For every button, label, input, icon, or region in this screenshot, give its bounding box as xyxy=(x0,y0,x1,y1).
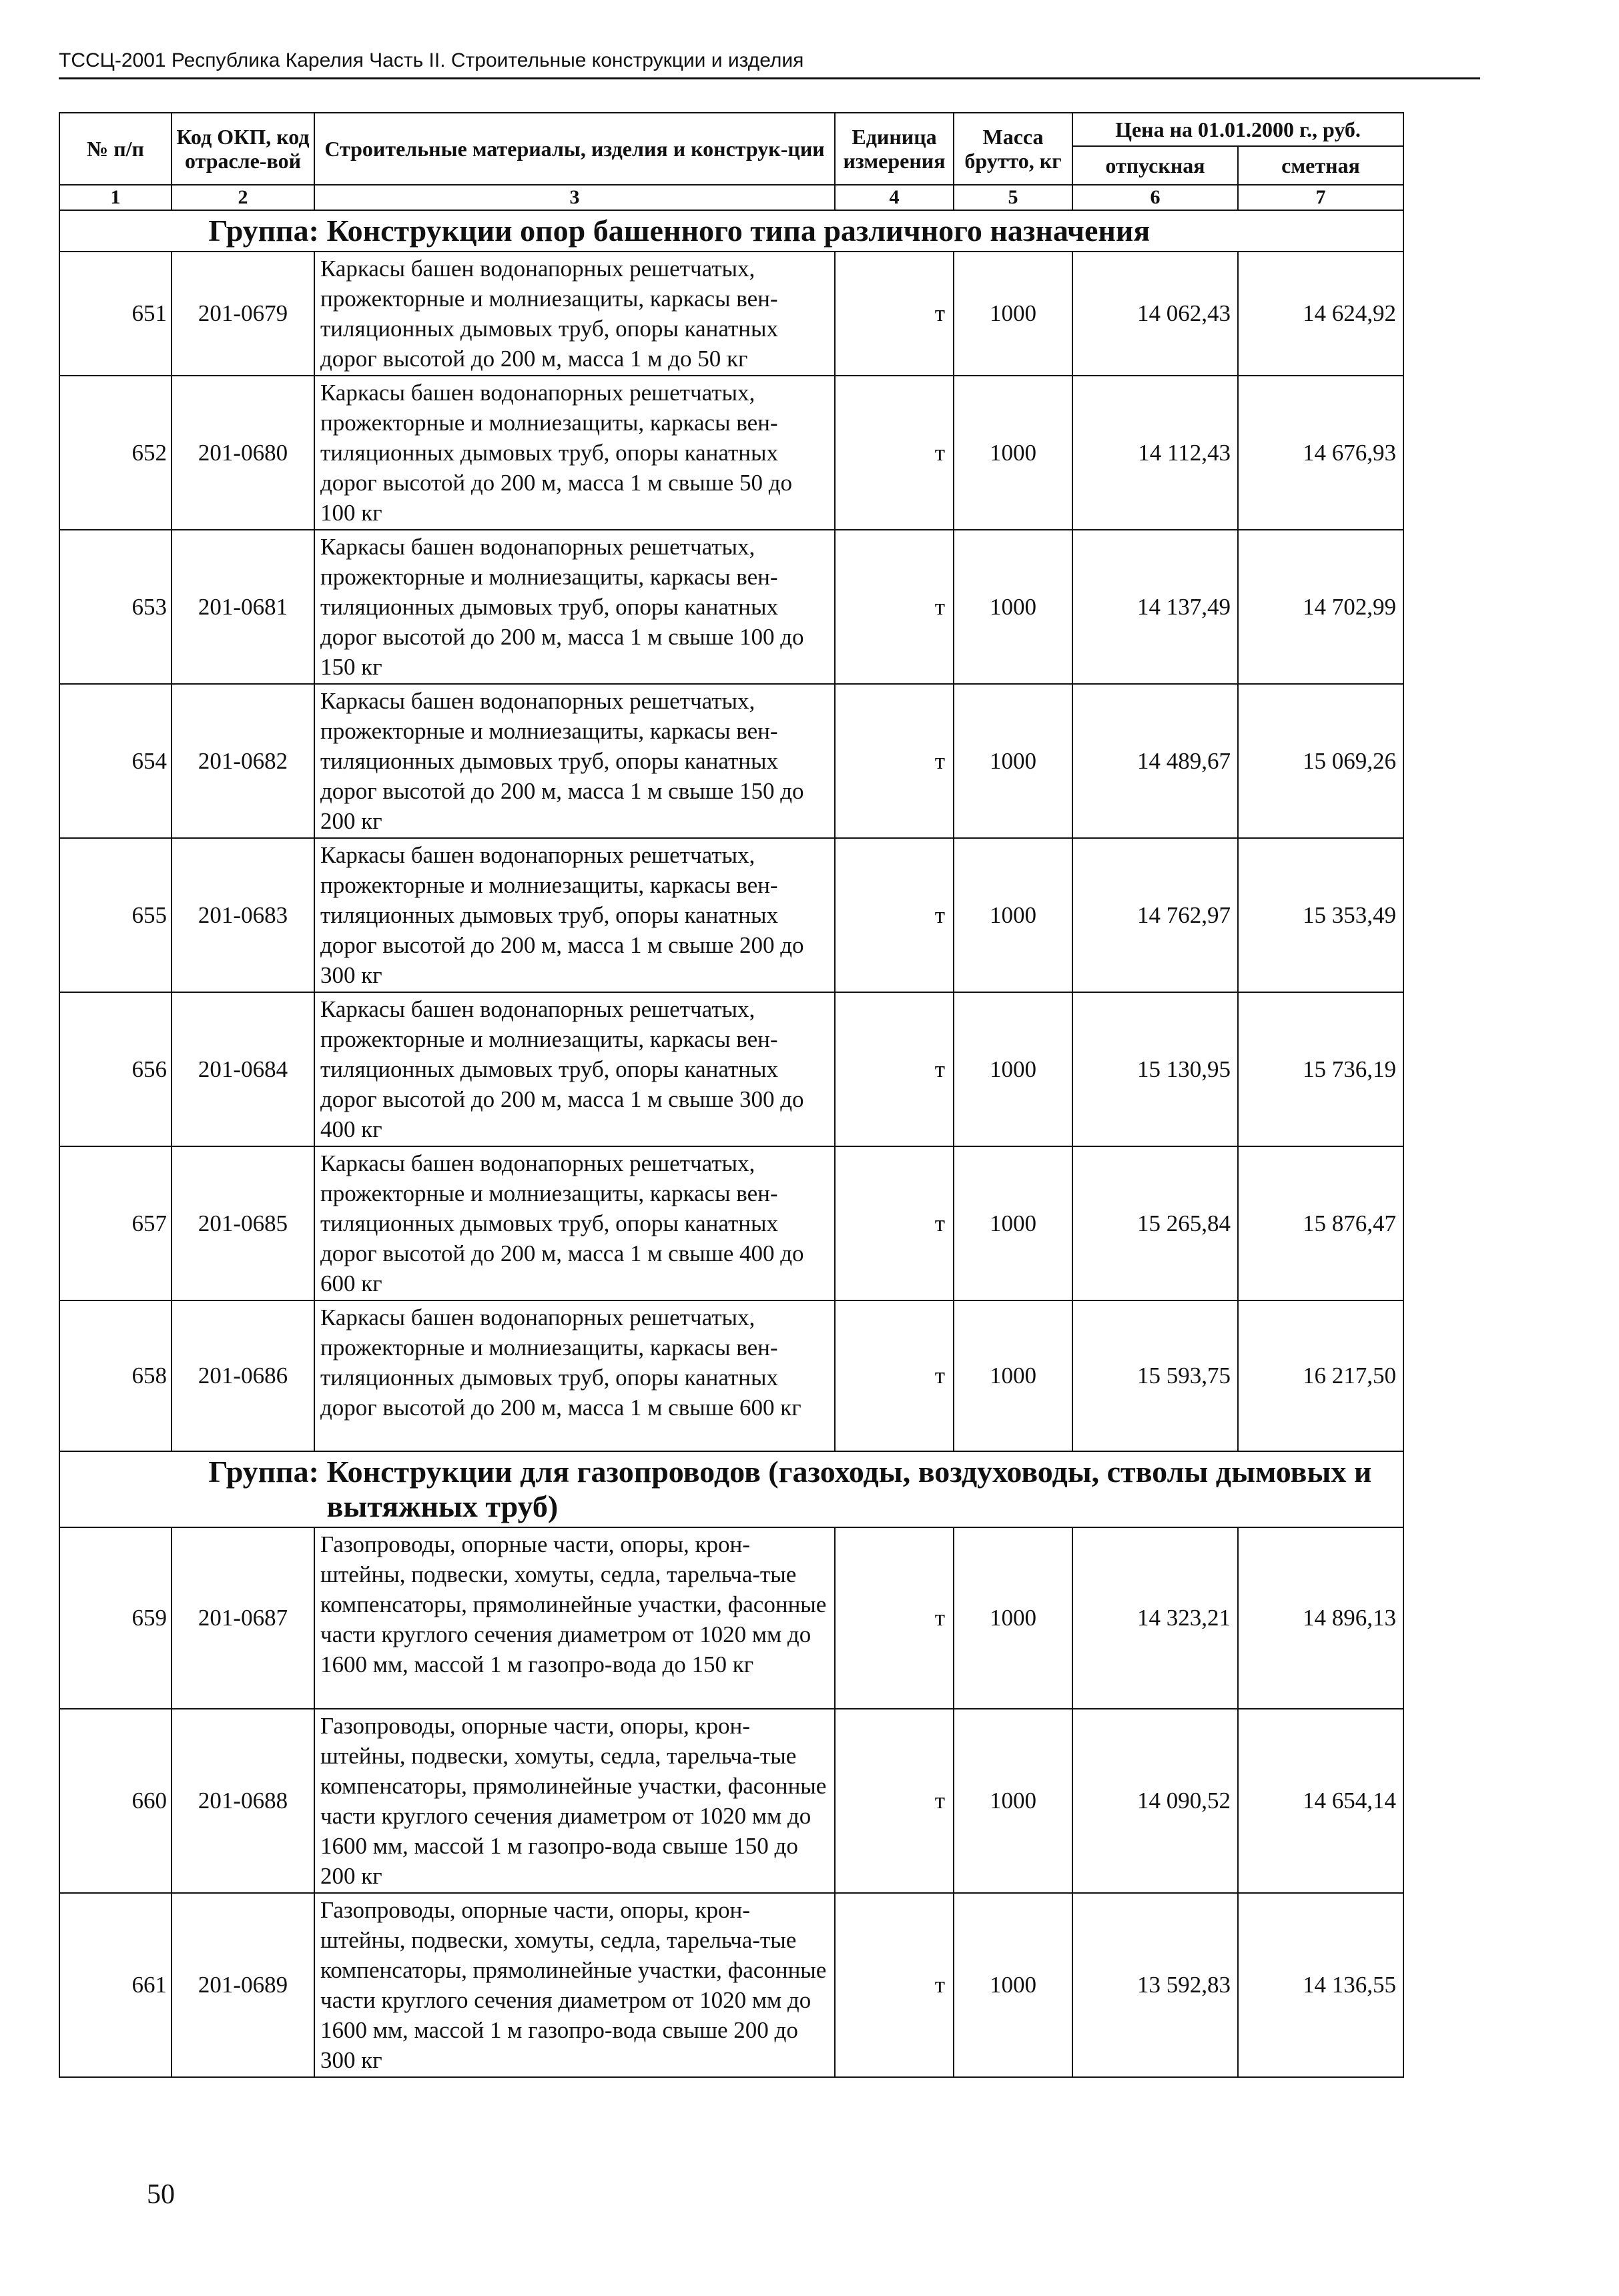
row-mass: 1000 xyxy=(954,1709,1072,1893)
row-unit: т xyxy=(835,530,954,684)
row-description: Каркасы башен водонапорных решетчатых, прожекторные и молниезащиты, каркасы вен-тиляционных дымовых труб, опоры канатных дорог высотой до 200 м, масса 1 м свыше 100 до 150 кг xyxy=(314,530,835,684)
header-price-group: Цена на 01.01.2000 г., руб. xyxy=(1072,113,1403,146)
row-description: Каркасы башен водонапорных решетчатых, прожекторные и молниезащиты, каркасы вен-тиляционных дымовых труб, опоры канатных дорог высотой до 200 м, масса 1 м свыше 600 кг xyxy=(314,1300,835,1451)
row-description: Газопроводы, опорные части, опоры, крон-штейны, подвески, хомуты, седла, тарельча-тые компенсаторы, прямолинейные участки, фасонные части круглого сечения диаметром от 1020 мм до 1600 мм, массой 1 м газопро-вода до 150 кг xyxy=(314,1527,835,1709)
group-row xyxy=(59,1451,1403,1527)
row-code: 201-0681 xyxy=(172,530,314,684)
row-number: 654 xyxy=(59,684,172,838)
row-price-release: 13 592,83 xyxy=(1072,1893,1238,2077)
row-description: Каркасы башен водонапорных решетчатых, прожекторные и молниезащиты, каркасы вен-тиляционных дымовых труб, опоры канатных дорог высотой до 200 м, масса 1 м свыше 50 до 100 кг xyxy=(314,376,835,530)
row-mass: 1000 xyxy=(954,838,1072,992)
row-code: 201-0686 xyxy=(172,1300,314,1451)
row-code: 201-0682 xyxy=(172,684,314,838)
table-row xyxy=(59,1300,1403,1451)
column-number: 1 xyxy=(59,185,172,210)
row-description: Каркасы башен водонапорных решетчатых, прожекторные и молниезащиты, каркасы вен-тиляционных дымовых труб, опоры канатных дорог высотой до 200 м, масса 1 м свыше 400 до 600 кг xyxy=(314,1146,835,1300)
row-price-estimate: 15 876,47 xyxy=(1238,1146,1403,1300)
row-price-estimate: 15 069,26 xyxy=(1238,684,1403,838)
row-number: 659 xyxy=(59,1527,172,1709)
row-price-estimate: 14 676,93 xyxy=(1238,376,1403,530)
row-description: Каркасы башен водонапорных решетчатых, прожекторные и молниезащиты, каркасы вен-тиляционных дымовых труб, опоры канатных дорог высотой до 200 м, масса 1 м свыше 200 до 300 кг xyxy=(314,838,835,992)
row-code: 201-0684 xyxy=(172,992,314,1146)
table-row xyxy=(59,1709,1403,1893)
table-row xyxy=(59,252,1403,376)
row-number: 655 xyxy=(59,838,172,992)
row-number: 657 xyxy=(59,1146,172,1300)
row-price-release: 14 762,97 xyxy=(1072,838,1238,992)
row-mass: 1000 xyxy=(954,376,1072,530)
row-price-estimate: 15 736,19 xyxy=(1238,992,1403,1146)
row-number: 656 xyxy=(59,992,172,1146)
column-number: 6 xyxy=(1072,185,1238,210)
row-price-estimate: 14 624,92 xyxy=(1238,252,1403,376)
row-number: 658 xyxy=(59,1300,172,1451)
row-code: 201-0689 xyxy=(172,1893,314,2077)
row-code: 201-0683 xyxy=(172,838,314,992)
row-price-estimate: 16 217,50 xyxy=(1238,1300,1403,1451)
table-row xyxy=(59,684,1403,838)
row-description: Каркасы башен водонапорных решетчатых, прожекторные и молниезащиты, каркасы вен-тиляционных дымовых труб, опоры канатных дорог высотой до 200 м, масса 1 м свыше 150 до 200 кг xyxy=(314,684,835,838)
row-number: 660 xyxy=(59,1709,172,1893)
row-unit: т xyxy=(835,376,954,530)
row-price-estimate: 14 136,55 xyxy=(1238,1893,1403,2077)
price-table xyxy=(59,112,1404,2078)
row-code: 201-0679 xyxy=(172,252,314,376)
column-number: 2 xyxy=(172,185,314,210)
row-unit: т xyxy=(835,1527,954,1709)
row-number: 653 xyxy=(59,530,172,684)
group-label: Группа: xyxy=(208,1455,319,1489)
row-price-release: 14 090,52 xyxy=(1072,1709,1238,1893)
row-price-estimate: 14 896,13 xyxy=(1238,1527,1403,1709)
header-unit: Единица измерения xyxy=(835,113,954,185)
page-number: 50 xyxy=(147,2179,175,2210)
row-number: 651 xyxy=(59,252,172,376)
group-title: Конструкции опор башенного типа различного назначения xyxy=(326,214,1151,248)
row-code: 201-0687 xyxy=(172,1527,314,1709)
row-price-estimate: 14 654,14 xyxy=(1238,1709,1403,1893)
table-row xyxy=(59,992,1403,1146)
header-mass: Масса брутто, кг xyxy=(954,113,1072,185)
row-mass: 1000 xyxy=(954,530,1072,684)
column-number: 7 xyxy=(1238,185,1403,210)
row-mass: 1000 xyxy=(954,992,1072,1146)
header-code: Код ОКП, код отрасле-вой xyxy=(172,113,314,185)
row-unit: т xyxy=(835,684,954,838)
row-unit: т xyxy=(835,1146,954,1300)
row-price-estimate: 15 353,49 xyxy=(1238,838,1403,992)
row-code: 201-0680 xyxy=(172,376,314,530)
row-price-estimate: 14 702,99 xyxy=(1238,530,1403,684)
table-body xyxy=(59,210,1403,2077)
table-row xyxy=(59,530,1403,684)
row-code: 201-0685 xyxy=(172,1146,314,1300)
row-mass: 1000 xyxy=(954,1527,1072,1709)
header-price-release: отпускная xyxy=(1072,146,1238,185)
group-label: Группа: xyxy=(208,214,319,248)
row-mass: 1000 xyxy=(954,252,1072,376)
row-mass: 1000 xyxy=(954,684,1072,838)
row-mass: 1000 xyxy=(954,1146,1072,1300)
header-price-estimate: сметная xyxy=(1238,146,1403,185)
column-number: 4 xyxy=(835,185,954,210)
header-num: № п/п xyxy=(59,113,172,185)
row-price-release: 14 489,67 xyxy=(1072,684,1238,838)
row-number: 661 xyxy=(59,1893,172,2077)
row-price-release: 14 112,43 xyxy=(1072,376,1238,530)
row-unit: т xyxy=(835,1300,954,1451)
row-code: 201-0688 xyxy=(172,1709,314,1893)
table-row xyxy=(59,1893,1403,2077)
group-title: Конструкции для газопроводов (газоходы, воздуховоды, стволы дымовых и вытяжных труб) xyxy=(326,1455,1372,1523)
column-number: 5 xyxy=(954,185,1072,210)
row-description: Газопроводы, опорные части, опоры, крон-штейны, подвески, хомуты, седла, тарельча-тые компенсаторы, прямолинейные участки, фасонные части круглого сечения диаметром от 1020 мм до 1600 мм, массой 1 м газопро-вода свыше 200 до 300 кг xyxy=(314,1893,835,2077)
row-price-release: 15 593,75 xyxy=(1072,1300,1238,1451)
row-unit: т xyxy=(835,1709,954,1893)
row-price-release: 15 265,84 xyxy=(1072,1146,1238,1300)
group-row xyxy=(59,210,1403,252)
row-unit: т xyxy=(835,252,954,376)
row-price-release: 14 323,21 xyxy=(1072,1527,1238,1709)
row-price-release: 14 062,43 xyxy=(1072,252,1238,376)
header-name: Строительные материалы, изделия и конструк-ции xyxy=(314,113,835,185)
table-row xyxy=(59,376,1403,530)
table-row xyxy=(59,1146,1403,1300)
row-description: Каркасы башен водонапорных решетчатых, прожекторные и молниезащиты, каркасы вен-тиляционных дымовых труб, опоры канатных дорог высотой до 200 м, масса 1 м свыше 300 до 400 кг xyxy=(314,992,835,1146)
row-unit: т xyxy=(835,1893,954,2077)
row-unit: т xyxy=(835,838,954,992)
row-unit: т xyxy=(835,992,954,1146)
row-price-release: 14 137,49 xyxy=(1072,530,1238,684)
row-mass: 1000 xyxy=(954,1300,1072,1451)
row-mass: 1000 xyxy=(954,1893,1072,2077)
table-row xyxy=(59,838,1403,992)
running-head: ТССЦ-2001 Республика Карелия Часть II. Строительные конструкции и изделия xyxy=(59,49,1480,79)
row-description: Каркасы башен водонапорных решетчатых, прожекторные и молниезащиты, каркасы вен-тиляционных дымовых труб, опоры канатных дорог высотой до 200 м, масса 1 м до 50 кг xyxy=(314,252,835,376)
row-description: Газопроводы, опорные части, опоры, крон-штейны, подвески, хомуты, седла, тарельча-тые компенсаторы, прямолинейные участки, фасонные части круглого сечения диаметром от 1020 мм до 1600 мм, массой 1 м газопро-вода свыше 150 до 200 кг xyxy=(314,1709,835,1893)
table-row xyxy=(59,1527,1403,1709)
row-price-release: 15 130,95 xyxy=(1072,992,1238,1146)
row-number: 652 xyxy=(59,376,172,530)
column-number-row xyxy=(59,185,1403,210)
column-number: 3 xyxy=(314,185,835,210)
